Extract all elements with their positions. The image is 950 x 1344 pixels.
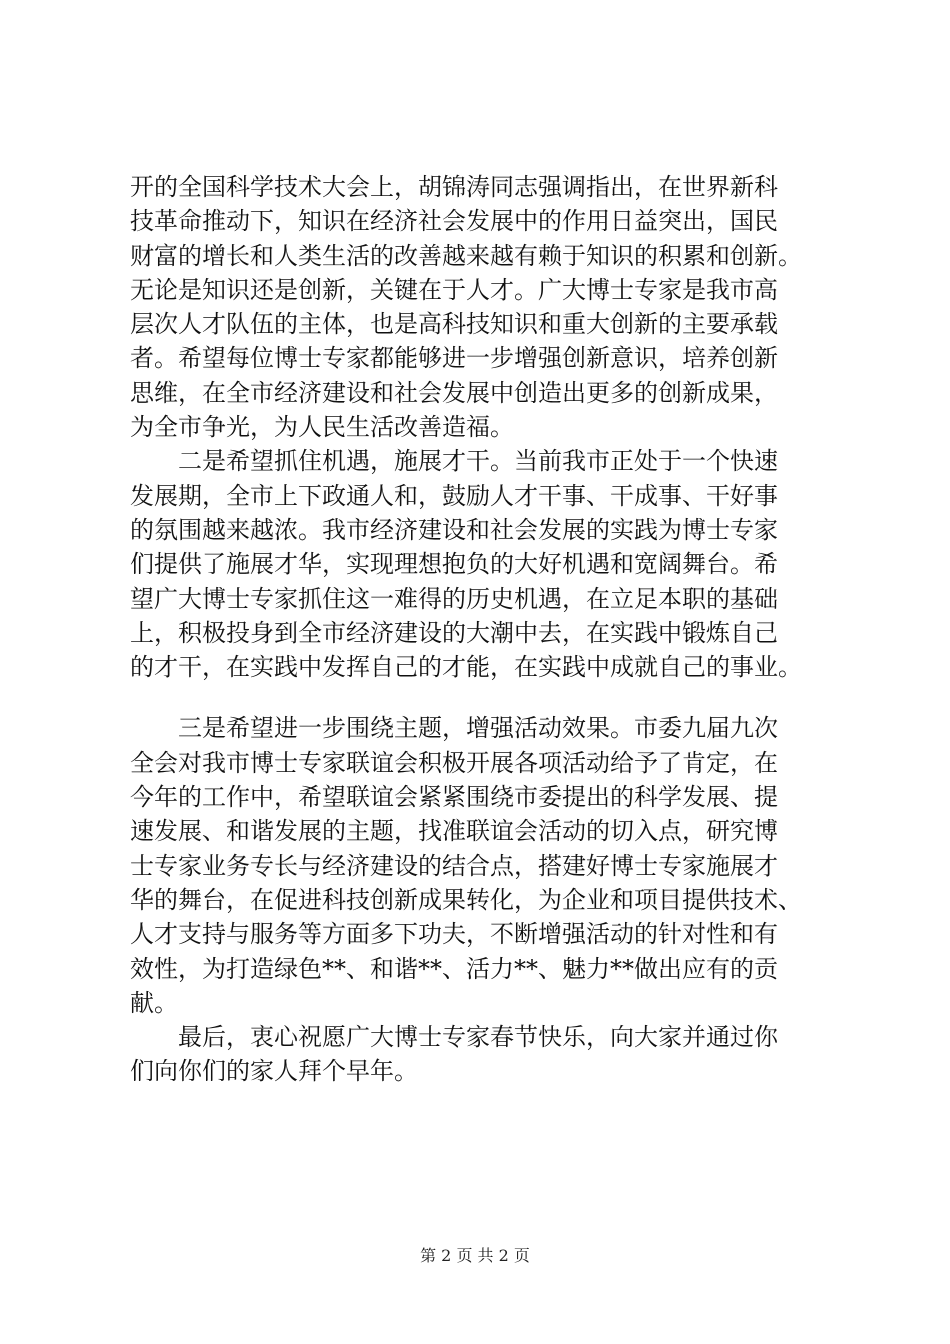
paragraph-2 xyxy=(130,444,850,684)
document-body xyxy=(130,170,850,1089)
text-line: 三是希望进一步围绕主题，增强活动效果。市委九届九次 xyxy=(178,714,778,743)
text-line: 华的舞台，在促进科技创新成果转化，为企业和项目提供技术、 xyxy=(130,885,802,914)
text-line: 无论是知识还是创新，关键在于人才。广大博士专家是我市高 xyxy=(130,275,778,304)
text-line: 层次人才队伍的主体，也是高科技知识和重大创新的主要承载 xyxy=(130,310,778,339)
text-line: 思维，在全市经济建设和社会发展中创造出更多的创新成果， xyxy=(130,378,778,407)
text-line: 发展期，全市上下政通人和，鼓励人才干事、干成事、干好事 xyxy=(130,481,778,510)
text-line: 者。希望每位博士专家都能够进一步增强创新意识，培养创新 xyxy=(130,344,778,373)
text-line: 人才支持与服务等方面多下功夫，不断增强活动的针对性和有 xyxy=(130,920,778,949)
paragraph-1 xyxy=(130,170,850,444)
text-line: 最后，衷心祝愿广大博士专家春节快乐，向大家并通过你 xyxy=(178,1023,778,1052)
text-line: 望广大博士专家抓住这一难得的历史机遇，在立足本职的基础 xyxy=(130,584,778,613)
text-line: 们向你们的家人拜个早年。 xyxy=(130,1057,418,1086)
text-line: 效性，为打造绿色**、和谐**、活力**、魅力**做出应有的贡 xyxy=(130,954,778,983)
text-line: 献。 xyxy=(130,988,178,1017)
text-line: 财富的增长和人类生活的改善越来越有赖于知识的积累和创新。 xyxy=(130,241,802,270)
text-line: 技革命推动下，知识在经济社会发展中的作用日益突出，国民 xyxy=(130,207,778,236)
paragraph-spacer xyxy=(130,684,850,711)
text-line: 们提供了施展才华，实现理想抱负的大好机遇和宽阔舞台。希 xyxy=(130,550,778,579)
paragraph-4 xyxy=(130,1020,850,1089)
text-line: 的氛围越来越浓。我市经济建设和社会发展的实践为博士专家 xyxy=(130,515,778,544)
text-line: 上，积极投身到全市经济建设的大潮中去，在实践中锻炼自己 xyxy=(130,618,778,647)
paragraph-3 xyxy=(130,711,850,1020)
text-line: 速发展、和谐发展的主题，找准联谊会活动的切入点，研究博 xyxy=(130,817,778,846)
text-line: 二是希望抓住机遇，施展才干。当前我市正处于一个快速 xyxy=(178,447,778,476)
text-line: 全会对我市博士专家联谊会积极开展各项活动给予了肯定，在 xyxy=(130,748,778,777)
text-line: 的才干，在实践中发挥自己的才能，在实践中成就自己的事业。 xyxy=(130,653,802,682)
text-line: 为全市争光，为人民生活改善造福。 xyxy=(130,413,514,442)
text-line: 开的全国科学技术大会上，胡锦涛同志强调指出，在世界新科 xyxy=(130,173,778,201)
text-line: 士专家业务专长与经济建设的结合点，搭建好博士专家施展才 xyxy=(130,851,778,880)
page-number-footer: 第 2 页 共 2 页 xyxy=(420,1246,530,1265)
text-line: 今年的工作中，希望联谊会紧紧围绕市委提出的科学发展、提 xyxy=(130,783,778,812)
